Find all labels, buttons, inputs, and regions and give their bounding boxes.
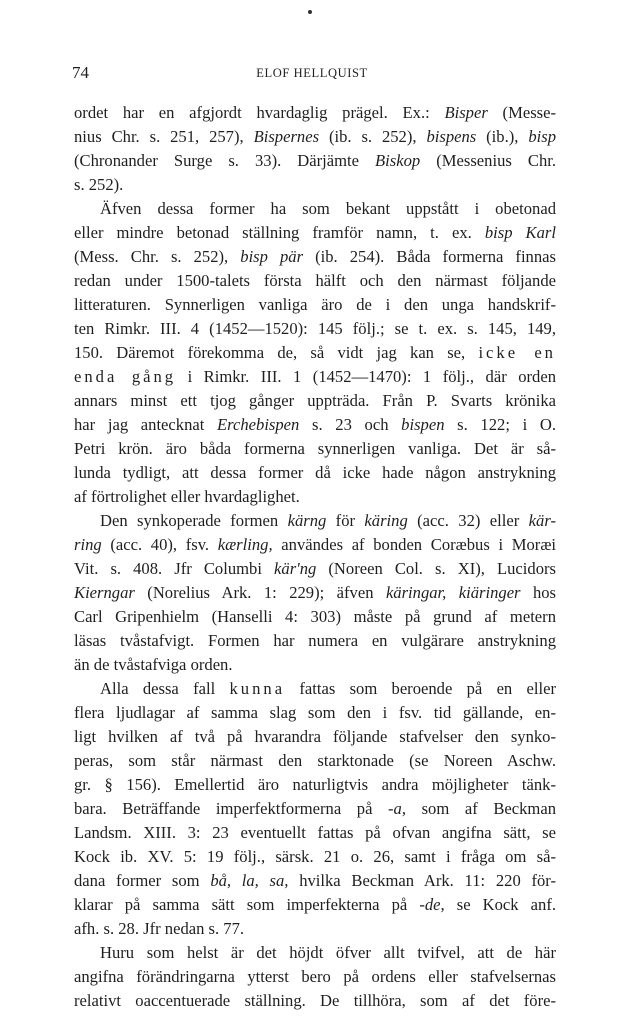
- italic-segment: bisp Karl: [484, 223, 556, 242]
- text-segment: relativt oaccentuerade ställning. De tillhöra, som af det före-: [74, 991, 556, 1010]
- text-segment: af förtrolighet eller hvardaglighet.: [74, 487, 300, 506]
- italic-segment: -de,: [419, 895, 445, 914]
- text-segment: (Messenius Chr.: [420, 151, 556, 170]
- text-segment: i Rimkr. III. 1 (1452—1470): 1 följ., där orden: [176, 367, 556, 386]
- text-line: [74, 125, 556, 149]
- text-segment: Den synkoperade formen: [100, 511, 288, 530]
- text-segment: Carl Gripenhielm (Hanselli 4: 303) måste på grund af metern: [74, 607, 556, 626]
- text-segment: Petri krön. äro båda formerna synnerligen vanliga. Det är så-: [74, 439, 556, 458]
- text-line: [74, 221, 556, 245]
- text-segment: (Messe-: [487, 103, 556, 122]
- spaced-segment: kunna: [229, 679, 286, 698]
- text-line: [74, 893, 556, 917]
- text-segment: 150. Däremot förekomma de, så vidt jag kan se,: [74, 343, 479, 362]
- text-segment: litteraturen. Synnerligen vanliga äro de i den unga handskrif-: [74, 295, 556, 314]
- text-segment: (Noreen Col. s. XI), Lucidors: [316, 559, 556, 578]
- text-line: [74, 653, 556, 677]
- italic-segment: Bispernes: [253, 127, 320, 146]
- text-line: [74, 437, 556, 461]
- text-segment: ordet har en afgjordt hvardaglig prägel. Ex.:: [74, 103, 445, 122]
- text-line: [74, 701, 556, 725]
- text-segment: (ib. 254). Båda formerna finnas: [303, 247, 556, 266]
- text-line: [74, 581, 556, 605]
- text-segment: klarar på samma sätt som imperfekterna på: [74, 895, 420, 914]
- text-line: [74, 461, 556, 485]
- text-segment: (ib. s. 252),: [319, 127, 427, 146]
- text-line: [74, 965, 556, 989]
- running-head: ELOF HELLQUIST: [256, 66, 368, 80]
- italic-segment: kärng: [287, 511, 327, 530]
- text-segment: än de tvåstafviga orden.: [74, 655, 233, 674]
- italic-segment: -a,: [388, 799, 407, 818]
- text-segment: hvilka Beckman Ark. 11: 220 för-: [288, 871, 557, 890]
- text-segment: Äfven dessa former ha som bekant uppstått i obetonad: [100, 199, 556, 218]
- text-line: [74, 293, 556, 317]
- italic-segment: kär'ng: [274, 559, 317, 578]
- text-line: [74, 101, 556, 125]
- text-line: [74, 941, 556, 965]
- text-line: [74, 845, 556, 869]
- text-segment: ligt hvilken af två på hvarandra följande stafvelser den synko-: [74, 727, 556, 746]
- text-segment: redan under 1500-talets första hälft och den närmast följande: [74, 271, 556, 290]
- text-segment: nius Chr. s. 251, 257),: [74, 127, 254, 146]
- text-line: [74, 269, 556, 293]
- text-line: [74, 173, 556, 197]
- text-line: [74, 317, 556, 341]
- italic-segment: bå, la, sa,: [210, 871, 289, 890]
- text-segment: (Mess. Chr. s. 252),: [74, 247, 241, 266]
- text-segment: (Chronander Surge s. 33). Därjämte: [74, 151, 376, 170]
- italic-segment: bisp: [528, 127, 556, 146]
- text-segment: lunda tydligt, att dessa former då icke hade någon anstrykning: [74, 463, 556, 482]
- top-dot-mark: [308, 10, 312, 14]
- text-segment: (Norelius Ark. 1: 229); äfven: [134, 583, 386, 602]
- italic-segment: Bisper: [444, 103, 488, 122]
- text-line: [74, 821, 556, 845]
- text-segment: fattas som beroende på en eller: [285, 679, 556, 698]
- text-segment: afh. s. 28. Jfr nedan s. 77.: [74, 919, 245, 938]
- text-line: [74, 389, 556, 413]
- text-line: [74, 533, 556, 557]
- text-segment: Kock ib. XV. 5: 19 följ., särsk. 21 o. 26, samt i fråga om så-: [74, 847, 556, 866]
- text-segment: s. 122; i O.: [444, 415, 556, 434]
- text-segment: (acc. 40), fsv.: [101, 535, 218, 554]
- text-segment: användes af bonden Coræbus i Moræi: [272, 535, 556, 554]
- text-segment: ten Rimkr. III. 4 (1452—1520): 145 följ.; se t. ex. s. 145, 149,: [74, 319, 556, 338]
- text-segment: flera ljudlagar af samma slag som den i fsv. tid gällande, en-: [74, 703, 556, 722]
- text-line: [74, 629, 556, 653]
- page-number: 74: [72, 63, 89, 82]
- italic-segment: Biskop: [375, 151, 421, 170]
- spaced-segment: icke en: [478, 343, 556, 362]
- text-segment: annars minst ett tjog gånger uppträda. Från P. Svarts krönika: [74, 391, 556, 410]
- text-segment: angifna förändringarna ytterst bero på ordens eller stafvelsernas: [74, 967, 556, 986]
- text-segment: dana former som: [74, 871, 211, 890]
- italic-segment: Erchebispen: [217, 415, 300, 434]
- italic-segment: bispens: [426, 127, 477, 146]
- text-line: [74, 917, 556, 941]
- text-segment: bara. Beträffande imperfektformerna på: [74, 799, 389, 818]
- text-segment: s. 252).: [74, 175, 124, 194]
- text-line: [74, 773, 556, 797]
- text-line: [74, 485, 556, 509]
- text-line: [74, 341, 556, 365]
- italic-segment: kär-: [528, 511, 556, 530]
- spaced-segment: enda gång: [74, 367, 177, 386]
- text-line: [74, 677, 556, 701]
- text-line: [74, 245, 556, 269]
- text-segment: Landsm. XIII. 3: 23 eventuellt fattas på ofvan angifna sätt, se: [74, 823, 556, 842]
- text-segment: Vit. s. 408. Jfr Columbi: [74, 559, 275, 578]
- text-segment: Alla dessa fall: [100, 679, 230, 698]
- italic-segment: bispen: [401, 415, 445, 434]
- text-line: [74, 149, 556, 173]
- text-segment: se Kock anf.: [444, 895, 556, 914]
- text-line: [74, 557, 556, 581]
- text-line: [74, 605, 556, 629]
- text-line: [74, 197, 556, 221]
- text-line: [74, 509, 556, 533]
- text-line: [74, 413, 556, 437]
- text-segment: eller mindre betonad ställning framför namn, t. ex.: [74, 223, 485, 242]
- italic-segment: käringar, kiäringer: [385, 583, 521, 602]
- italic-segment: käring: [364, 511, 408, 530]
- body-text: [74, 101, 556, 1013]
- text-line: [74, 725, 556, 749]
- text-segment: Huru som helst är det höjdt öfver allt tvifvel, att de här: [100, 943, 556, 962]
- text-line: [74, 869, 556, 893]
- text-segment: (acc. 32) eller: [407, 511, 529, 530]
- italic-segment: ring: [74, 535, 102, 554]
- text-line: [74, 797, 556, 821]
- italic-segment: bisp pär: [240, 247, 304, 266]
- text-segment: peras, som står närmast den starktonade (se Noreen Aschw.: [74, 751, 556, 770]
- text-segment: för: [326, 511, 365, 530]
- text-line: [74, 989, 556, 1013]
- text-segment: hos: [520, 583, 556, 602]
- text-segment: har jag antecknat: [74, 415, 218, 434]
- text-segment: som af Beckman: [406, 799, 556, 818]
- italic-segment: Kierngar: [74, 583, 135, 602]
- text-segment: gr. § 156). Emellertid äro naturligtvis andra möjligheter tänk-: [74, 775, 556, 794]
- text-segment: läsas tvåstafvigt. Formen har numera en vulgärare anstrykning: [74, 631, 556, 650]
- text-segment: (ib.),: [476, 127, 529, 146]
- text-line: [74, 365, 556, 389]
- text-line: [74, 749, 556, 773]
- italic-segment: kærling,: [217, 535, 273, 554]
- text-segment: s. 23 och: [299, 415, 402, 434]
